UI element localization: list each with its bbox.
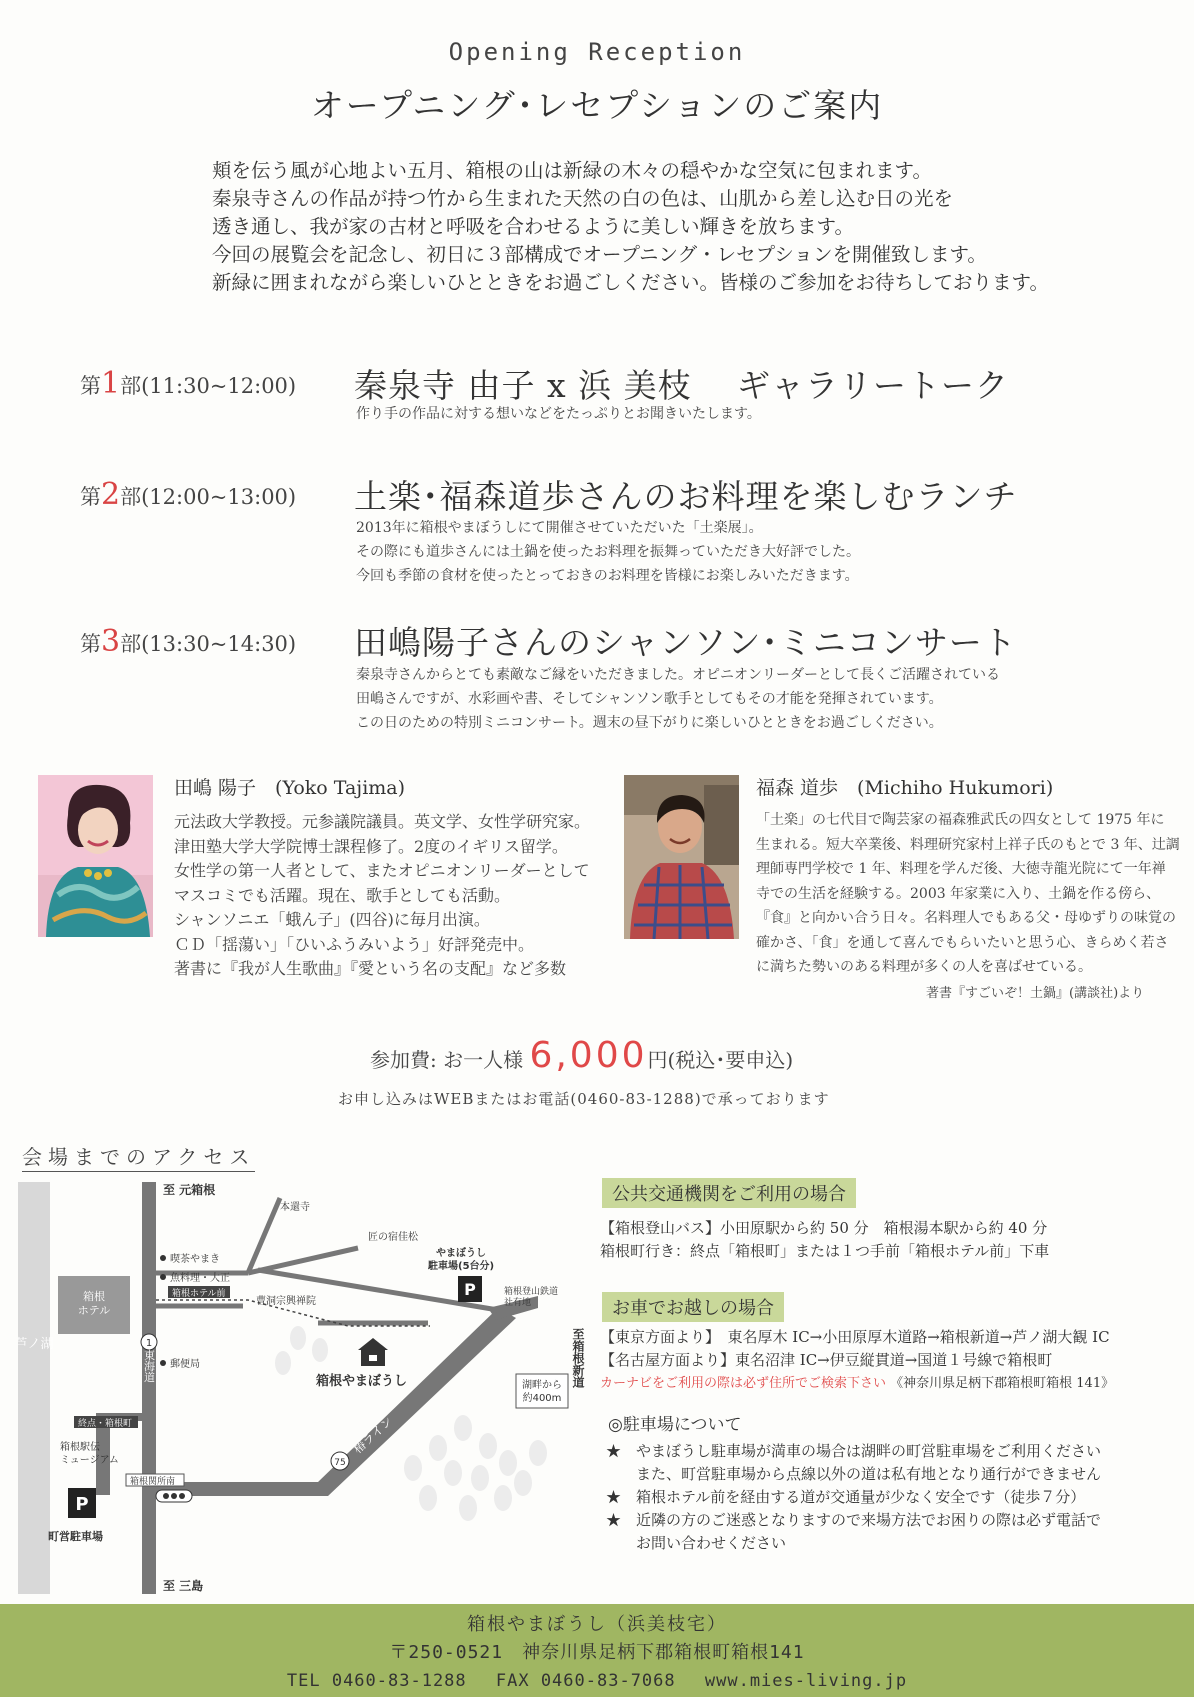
honjiji-label: 本還寺	[280, 1202, 310, 1213]
route75-label: 75	[334, 1458, 346, 1468]
public-transport-heading: 公共交通機関をご利用の場合	[602, 1178, 856, 1208]
parking-line: ★ 箱根ホテル前を経由する道が交通量が少なく安全です（徒歩７分）	[606, 1488, 1086, 1506]
profile-line: 「土楽」の七代目で陶芸家の福森雅武氏の四女として 1975 年に	[756, 812, 1165, 828]
lake-area	[18, 1182, 50, 1594]
intro-line: 今回の展覧会を記念し、初日に３部構成でオープニング・レセプションを開催致します。	[212, 243, 987, 266]
part-number: 2	[101, 477, 121, 512]
footer-contact: TEL 0460-83-1288 FAX 0460-83-7068 www.mies-living.jp	[286, 1671, 908, 1691]
part-3-label	[80, 624, 296, 659]
uoryori-label: 魚料理・大正	[170, 1273, 230, 1284]
part-time: 部(13:30~14:30)	[120, 632, 297, 656]
desc-line: 田嶋さんですが、水彩画や書、そしてシャンソン歌手としてもその才能を発揮されています。	[356, 691, 943, 707]
ashinoko-label: 芦ノ湖	[18, 1337, 54, 1352]
profile-2-note: 著書『すごいぞ！土鍋』(講談社)より	[926, 986, 1145, 1001]
part-prefix: 第	[80, 374, 101, 398]
svg-text:P: P	[464, 1280, 476, 1299]
fee-label: 参加費: お一人様	[370, 1048, 530, 1072]
part-2-desc	[356, 516, 860, 588]
profile-2-name: 福森 道歩 (Michiho Hukumori)	[756, 777, 1054, 799]
kohan-label: 湖畔から約400m	[522, 1380, 562, 1404]
car-line: 【名古屋方面より】東名沼津 IC→伊豆縦貫道→国道１号線で箱根町	[600, 1351, 1053, 1369]
parking-heading: ◎駐車場について	[608, 1415, 742, 1435]
apply-note: お申し込みはWEBまたはお電話(0460-83-1288)で承っております	[338, 1090, 830, 1108]
car-heading: お車でお越しの場合	[602, 1292, 784, 1322]
fukumori-photo	[624, 775, 739, 939]
to-motohakone-label: 至 元箱根	[163, 1183, 216, 1197]
desc-line: 今回も季節の食材を使ったとっておきのお料理を皆様にお楽しみいただきます。	[356, 568, 859, 584]
profile-line: 女性学の第一人者として、またオピニオンリーダーとして	[174, 861, 590, 880]
parking-line: また、町営駐車場から点線以外の道は私有地となり通行ができません	[606, 1465, 1102, 1483]
page-title: オープニング･レセプションのご案内	[310, 86, 884, 125]
profile-line: に満ちた勢いのある料理が多くの人を喜ばせている。	[756, 959, 1092, 975]
part-1-label	[80, 366, 296, 401]
ekiden-label: 箱根駅伝ミュージアム	[60, 1442, 119, 1466]
to-mishima-label: 至 三島	[163, 1579, 204, 1593]
sekisho-label: 箱根関所南	[130, 1477, 176, 1487]
profile-line: シャンソニエ「蛾ん子」(四谷)に毎月出演。	[174, 910, 490, 929]
hotel-mae-stop-label: 箱根ホテル前	[172, 1289, 226, 1299]
profile-line: 津田塾大学大学院博士課程修了。2度のイギリス留学。	[174, 836, 568, 856]
post-office-label: 郵便局	[170, 1359, 200, 1370]
profile-line: 生まれる。短大卒業後、料理研究家村上祥子氏のもとで 3 年、辻調	[756, 836, 1180, 853]
tozan-label: 箱根登山鉄道社有地	[504, 1287, 559, 1308]
intro-line: 秦泉寺さんの作品が持つ竹から生まれた天然の白の色は、山肌から差し込む日の光を	[212, 187, 954, 210]
intro-line: 新緑に囲まれながら楽しいひとときをお過ごしください。皆様のご参加をお待ちしております。	[212, 271, 1049, 294]
tajima-photo	[38, 775, 153, 937]
to-shindo-label: 至箱根新道	[571, 1328, 585, 1388]
parking-town-label: 町営駐車場	[48, 1530, 103, 1543]
part-number: 1	[101, 366, 121, 401]
title-english: Opening Reception	[448, 38, 746, 66]
profile-1-name: 田嶋 陽子 (Yoko Tajima)	[174, 777, 406, 799]
signal-icon	[156, 1490, 192, 1502]
fee-price: 6,000	[529, 1035, 648, 1076]
footer-name: 箱根やまぼうし（浜美枝宅）	[467, 1614, 727, 1635]
takumi-label: 匠の宿佳松	[368, 1232, 418, 1243]
fee	[370, 1035, 793, 1076]
profile-line: 理師専門学校で 1 年、料理を学んだ後、大徳寺龍光院にて一年禅	[756, 861, 1166, 877]
route-1-road	[142, 1182, 156, 1594]
desc-line: 2013年に箱根やまぼうしにて開催させていただいた「土楽展」。	[356, 520, 763, 536]
route1-label: 1	[145, 1338, 153, 1349]
part-2-title: 土楽･福森道歩さんのお料理を楽しむランチ	[354, 477, 1018, 516]
footer	[0, 1604, 1194, 1697]
profile-line: 元法政大学教授。元参議院議員。英文学、女性学研究家。	[174, 812, 591, 831]
part-prefix: 第	[80, 632, 101, 656]
access-title: 会場までのアクセス	[22, 1141, 255, 1172]
fee-suffix: 円(税込･要申込)	[647, 1048, 794, 1072]
svg-text:P: P	[75, 1494, 89, 1515]
part-prefix: 第	[80, 485, 101, 509]
part-3-desc	[356, 663, 1000, 735]
profile-2-body	[756, 808, 1180, 980]
profile-line: 確かさ、「食」を通して喜んでもらいたいと思う心、きらめく若さ	[756, 934, 1169, 951]
tsubaki-label: 椿ライン	[350, 1413, 396, 1457]
profile-line: 寺での生活を経験する。2003 年家業に入り、土鍋を作る傍ら、	[756, 885, 1161, 902]
desc-line: 秦泉寺さんからとても素敵なご縁をいただきました。オピニオンリーダーとして長くご活躍されている	[356, 667, 1000, 683]
intro-text	[212, 157, 1112, 297]
car-line: 【東京方面より】 東名厚木 IC→小田原厚木道路→箱根新道→芦ノ湖大観 IC	[600, 1328, 1110, 1346]
parking-line: ★ 近隣の方のご迷惑となりますので来場方法でお困りの際は必ず電話で	[606, 1511, 1102, 1529]
part-number: 3	[101, 624, 121, 659]
profile-line: 『食』と向かい合う日々。名料理人でもある父・母ゆずりの味覚の	[756, 910, 1176, 926]
profile-line: マスコミでも活躍。現在、歌手としても活動。	[174, 885, 511, 905]
part-3-title: 田嶋陽子さんのシャンソン･ミニコンサート	[354, 623, 1017, 662]
sodo-label: 曹洞宗興禅院	[256, 1296, 316, 1307]
desc-line: その際にも道歩さんには土鍋を使ったお料理を振舞っていただき大好評でした。	[356, 544, 860, 560]
profile-line: 著書に『我が人生歌曲』『愛という名の支配』など多数	[174, 959, 567, 978]
car-note	[600, 1372, 1114, 1391]
profile-1-body	[174, 810, 590, 982]
car-note-red: カーナビをご利用の際は必ず住所でご検索下さい	[600, 1376, 887, 1391]
parking-line: お問い合わせください	[606, 1534, 787, 1552]
desc-line: この日のための特別ミニコンサート。週末の昼下がりに楽しいひとときをお過ごしください。	[356, 715, 943, 731]
public-line: 箱根町行き：終点「箱根町」または１つ手前「箱根ホテル前」下車	[600, 1242, 1050, 1260]
terminal-label: 終点・箱根町	[78, 1419, 133, 1429]
desc-line: 作り手の作品に対する想いなどをたっぷりとお聞きいたします。	[356, 406, 761, 422]
access-map	[18, 1178, 586, 1598]
parking-line: ★ やまぼうし駐車場が満車の場合は湖畔の町営駐車場をご利用ください	[606, 1442, 1102, 1460]
public-line: 【箱根登山バス】小田原駅から約 50 分 箱根湯本駅から約 40 分	[600, 1219, 1048, 1237]
kissa-label: 喫茶やまき	[170, 1254, 220, 1265]
house-icon	[358, 1338, 388, 1366]
yamaboushi-parking-label: やまぼうし駐車場(5台分)	[428, 1248, 495, 1272]
part-time: 部(12:00~13:00)	[120, 485, 297, 509]
part-1-title: 秦泉寺 由子 x 浜 美枝 ギャラリートーク	[354, 366, 1010, 405]
intro-line: 頬を伝う風が心地よい五月、箱根の山は新緑の木々の穏やかな空気に包まれます。	[212, 159, 932, 182]
profile-line: ＣＤ「揺蕩い」「ひいふうみいよう」好評発売中。	[174, 934, 535, 954]
yamaboushi-label: 箱根やまぼうし	[316, 1374, 408, 1389]
hakone-hotel-label: 箱根ホテル	[77, 1290, 111, 1317]
part-1-desc	[356, 402, 761, 426]
intro-line: 透き通し、我が家の古材と呼吸を合わせるように美しい輝きを放ちます。	[212, 215, 854, 238]
car-address: 《神奈川県足柄下郡箱根町箱根 141》	[890, 1376, 1115, 1391]
footer-address: 〒250-0521 神奈川県足柄下郡箱根町箱根141	[389, 1642, 805, 1663]
part-2-label	[80, 477, 296, 512]
part-time: 部(11:30~12:00)	[120, 374, 297, 398]
tokaido-label: 東海道	[142, 1349, 156, 1383]
